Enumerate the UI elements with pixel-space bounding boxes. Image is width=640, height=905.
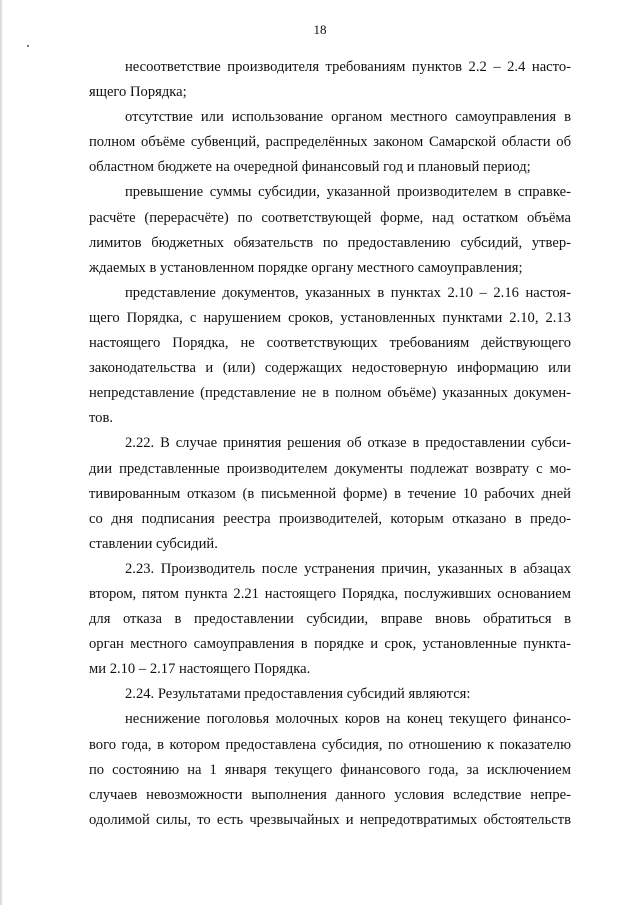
text-line: дии представленные производителем документы подлежат возврату с мо- bbox=[89, 460, 571, 477]
text-line: тивированным отказом (в письменной форме) в течение 10 рабочих дней bbox=[89, 485, 571, 502]
text-line: отсутствие или использование органом местного самоуправления в bbox=[125, 109, 571, 126]
text-line: 2.24. Результатами предоставления субсидий являются: bbox=[125, 686, 471, 703]
text-line: расчёте (перерасчёте) по соответствующей форме, над остатком объёма bbox=[89, 209, 571, 226]
text-line: ящего Порядка; bbox=[89, 84, 187, 101]
text-line: ждаемых в установленном порядке органу местного самоуправления; bbox=[89, 259, 523, 276]
text-line: несоответствие производителя требованиям пунктов 2.2 – 2.4 насто- bbox=[125, 59, 571, 75]
text-line: полном объёме субвенций, распределённых законом Самарской области об bbox=[89, 134, 571, 151]
text-line: вого года, в котором предоставлена субсидия, по отношению к показателю bbox=[89, 736, 571, 753]
text-line: областном бюджете на очередной финансовый год и плановый период; bbox=[89, 159, 531, 176]
paragraph bbox=[89, 557, 571, 682]
text-line: случаев невозможности выполнения данного условия вследствие непре- bbox=[89, 786, 571, 803]
paragraph bbox=[89, 682, 571, 707]
text-line: по состоянию на 1 января текущего финансового года, за исключением bbox=[89, 761, 571, 778]
text-line: щего Порядка, с нарушением сроков, установленных пунктами 2.10, 2.13 bbox=[89, 309, 571, 326]
text-line: для отказа в предоставлении субсидии, вправе вновь обратиться в bbox=[89, 611, 571, 628]
text-line: представление документов, указанных в пунктах 2.10 – 2.16 настоя- bbox=[125, 284, 571, 301]
text-line: лимитов бюджетных обязательств по предоставлению субсидий, утвер- bbox=[89, 234, 571, 251]
text-line: непредставление (представление не в полном объёме) указанных докумен- bbox=[89, 385, 571, 402]
text-line: 2.22. В случае принятия решения об отказе в предоставлении субси- bbox=[125, 435, 571, 452]
paragraph bbox=[89, 180, 571, 280]
text-line: ставлении субсидий. bbox=[89, 535, 218, 552]
text-line: законодательства и (или) содержащих недостоверную информацию или bbox=[89, 360, 571, 377]
paragraph bbox=[89, 431, 571, 556]
page-number: 18 bbox=[313, 22, 327, 37]
paragraph bbox=[89, 55, 571, 105]
document-body bbox=[89, 55, 571, 833]
text-line: тов. bbox=[89, 410, 114, 427]
text-line: ми 2.10 – 2.17 настоящего Порядка. bbox=[89, 661, 311, 678]
paragraph bbox=[89, 707, 571, 832]
scan-edge-shadow bbox=[0, 0, 3, 905]
paragraph bbox=[89, 281, 571, 432]
text-line: неснижение поголовья молочных коров на конец текущего финансо- bbox=[125, 711, 571, 728]
text-line: одолимой силы, то есть чрезвычайных и непредотвратимых обстоятельств bbox=[89, 811, 571, 828]
text-line: 2.23. Производитель после устранения причин, указанных в абзацах bbox=[125, 560, 571, 577]
text-line: орган местного самоуправления в порядке и срок, установленные пункта- bbox=[89, 636, 571, 653]
text-line: настоящего Порядка, не соответствующих требованиям действующего bbox=[89, 335, 571, 352]
text-line: со дня подписания реестра производителей, которым отказано в предо- bbox=[89, 510, 571, 527]
scan-speck bbox=[27, 45, 29, 47]
paragraph bbox=[89, 105, 571, 180]
text-line: втором, пятом пункта 2.21 настоящего Порядка, послуживших основанием bbox=[89, 585, 571, 602]
text-line: превышение суммы субсидии, указанной производителем в справке- bbox=[125, 184, 571, 201]
